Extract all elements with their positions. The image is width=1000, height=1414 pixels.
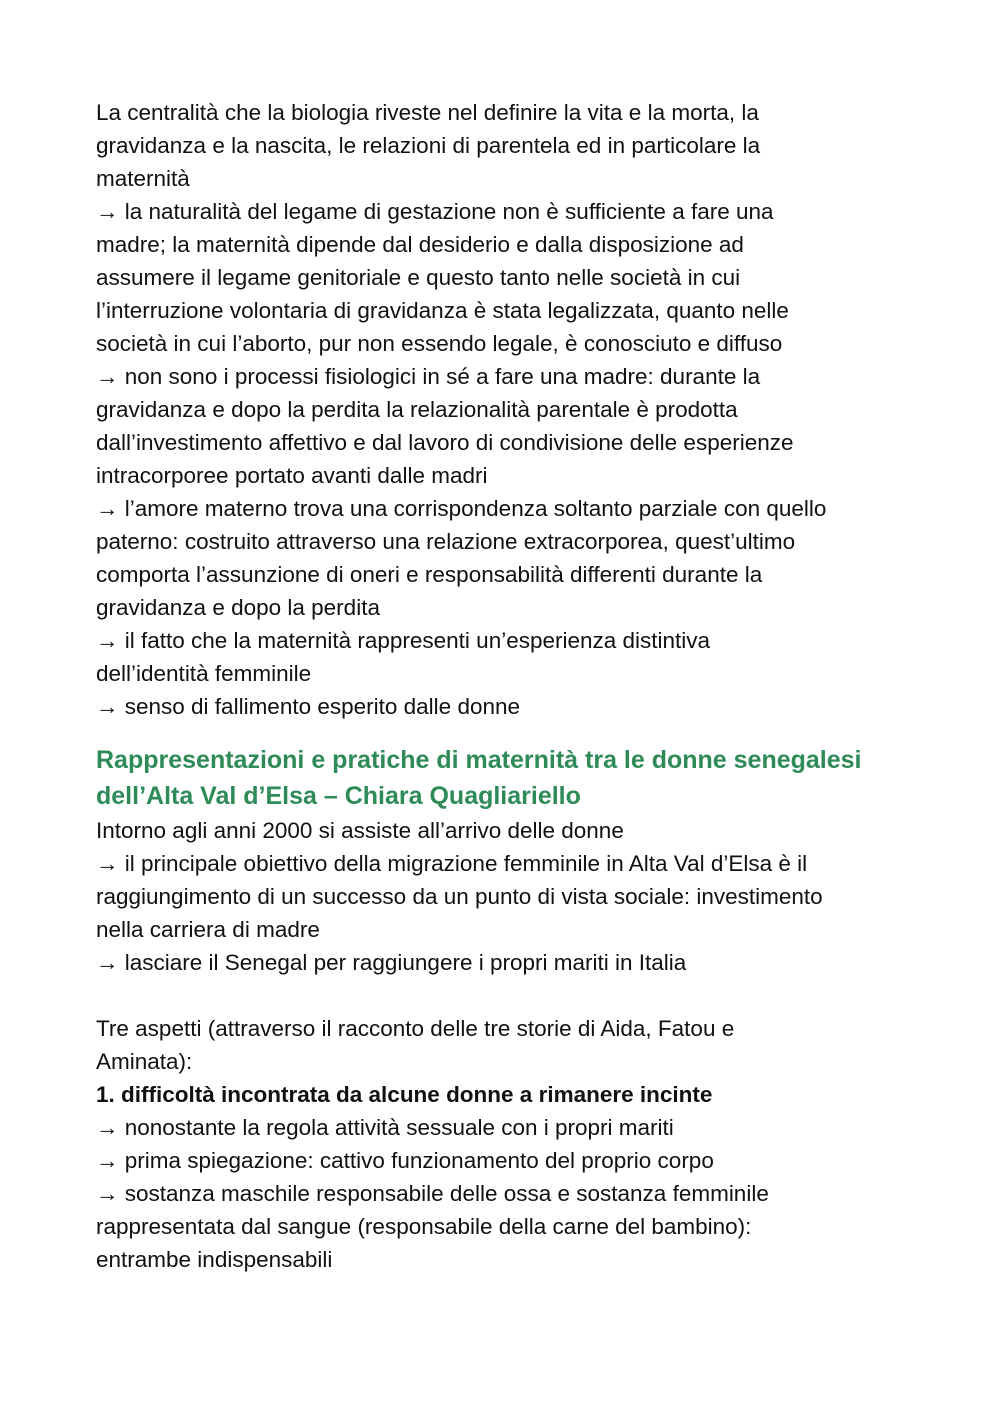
text-line: → sostanza maschile responsabile delle ossa e sostanza femminile bbox=[96, 1181, 769, 1206]
text-line: rappresentata dal sangue (responsabile della carne del bambino): bbox=[96, 1214, 752, 1239]
section-migration bbox=[96, 814, 916, 979]
text-line: → la naturalità del legame di gestazione non è sufficiente a fare una bbox=[96, 199, 774, 224]
section-intro bbox=[96, 96, 916, 723]
text-line: intracorporee portato avanti dalle madri bbox=[96, 463, 488, 488]
text-line: entrambe indispensabili bbox=[96, 1247, 333, 1272]
text-line: gravidanza e dopo la perdita bbox=[96, 595, 380, 620]
text-line: gravidanza e dopo la perdita la relazionalità parentale è prodotta bbox=[96, 397, 738, 422]
text-line: → prima spiegazione: cattivo funzionamento del proprio corpo bbox=[96, 1148, 714, 1173]
text-line: → nonostante la regola attività sessuale con i propri mariti bbox=[96, 1115, 674, 1140]
text-line: → non sono i processi fisiologici in sé a fare una madre: durante la bbox=[96, 364, 761, 389]
text-line: → senso di fallimento esperito dalle donne bbox=[96, 694, 521, 719]
text-line: gravidanza e la nascita, le relazioni di parentela ed in particolare la bbox=[96, 133, 761, 158]
heading-line: dell’Alta Val d’Elsa – Chiara Quagliariello bbox=[96, 781, 581, 810]
text-line: Intorno agli anni 2000 si assiste all’arrivo delle donne bbox=[96, 818, 624, 843]
text-line: società in cui l’aborto, pur non essendo legale, è conosciuto e diffuso bbox=[96, 331, 783, 356]
point-title: 1. difficoltà incontrata da alcune donne a rimanere incinte bbox=[96, 1082, 713, 1107]
paragraph-spacer bbox=[96, 979, 916, 1012]
text-line: Tre aspetti (attraverso il racconto delle tre storie di Aida, Fatou e bbox=[96, 1016, 735, 1041]
text-line: comporta l’assunzione di oneri e responsabilità differenti durante la bbox=[96, 562, 763, 587]
text-line: raggiungimento di un successo da un punto di vista sociale: investimento bbox=[96, 884, 823, 909]
section-spacer bbox=[96, 723, 916, 743]
section-heading bbox=[96, 743, 916, 814]
text-line: assumere il legame genitoriale e questo tanto nelle società in cui bbox=[96, 265, 741, 290]
document-body bbox=[96, 96, 916, 1276]
heading-line: Rappresentazioni e pratiche di maternità tra le donne senegalesi bbox=[96, 746, 862, 774]
text-line: → l’amore materno trova una corrispondenza soltanto parziale con quello bbox=[96, 496, 827, 521]
text-line: dall’investimento affettivo e dal lavoro di condivisione delle esperienze bbox=[96, 430, 794, 455]
section-aspects bbox=[96, 1012, 916, 1276]
text-line: → il principale obiettivo della migrazione femminile in Alta Val d’Elsa è il bbox=[96, 851, 808, 876]
text-line: → il fatto che la maternità rappresenti un’esperienza distintiva bbox=[96, 628, 711, 653]
text-line: paterno: costruito attraverso una relazione extracorporea, quest’ultimo bbox=[96, 529, 796, 554]
text-line: → lasciare il Senegal per raggiungere i propri mariti in Italia bbox=[96, 950, 687, 975]
text-line: dell’identità femminile bbox=[96, 661, 312, 686]
text-line: La centralità che la biologia riveste nel definire la vita e la morta, la bbox=[96, 100, 759, 125]
text-line: nella carriera di madre bbox=[96, 917, 320, 942]
text-line: l’interruzione volontaria di gravidanza è stata legalizzata, quanto nelle bbox=[96, 298, 789, 323]
text-line: maternità bbox=[96, 166, 190, 191]
text-line: Aminata): bbox=[96, 1049, 193, 1074]
text-line: madre; la maternità dipende dal desiderio e dalla disposizione ad bbox=[96, 232, 744, 257]
